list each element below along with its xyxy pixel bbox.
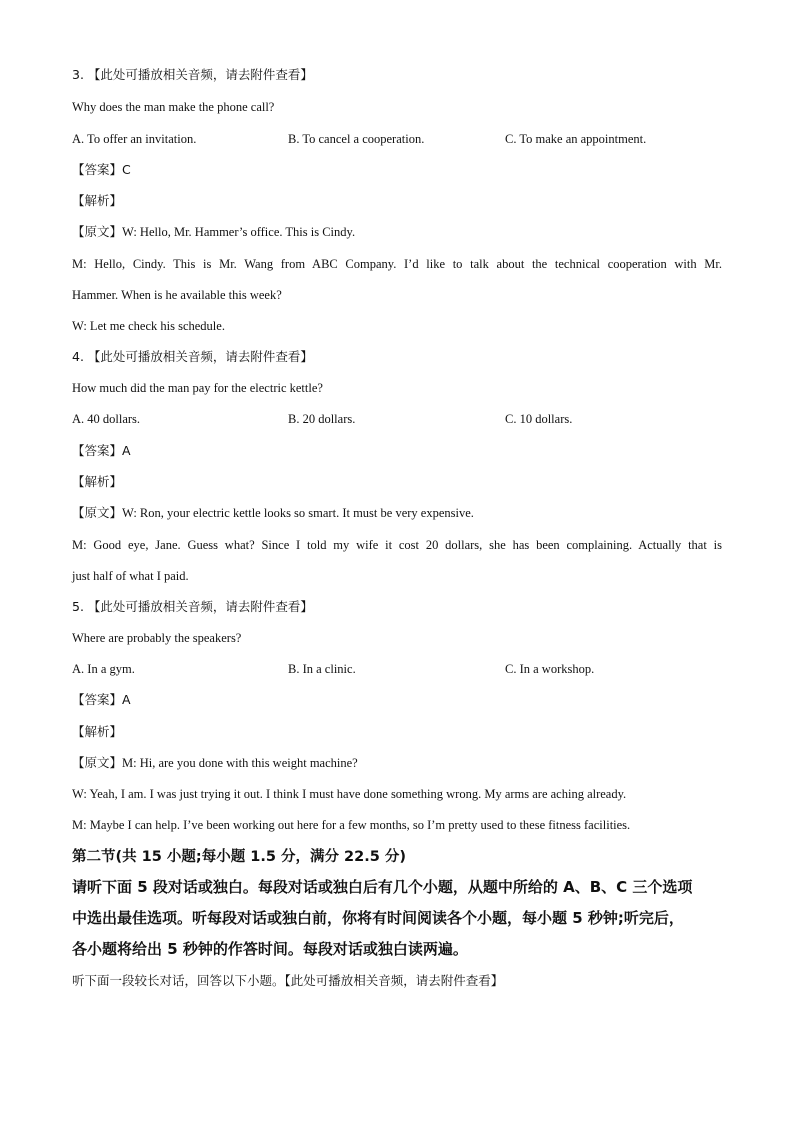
question-4-transcript-line: 【原文】W: Ron, your electric kettle looks so smart. It must be very expensive. bbox=[72, 506, 474, 520]
question-3-transcript-line: M: Hello, Cindy. This is Mr. Wang from ABC Company. I’d like to talk about the technical cooperation with Mr. bbox=[72, 257, 722, 271]
question-3-heading: 3. 【此处可播放相关音频，请去附件查看】 bbox=[72, 67, 313, 82]
question-5-text: Where are probably the speakers? bbox=[72, 631, 242, 645]
question-5-option-b: B. In a clinic. bbox=[288, 662, 356, 676]
question-3-option-a: A. To offer an invitation. bbox=[72, 132, 197, 146]
question-5-option-a: A. In a gym. bbox=[72, 662, 135, 676]
question-3-analysis: 【解析】 bbox=[72, 193, 123, 208]
question-4-heading: 4. 【此处可播放相关音频，请去附件查看】 bbox=[72, 349, 313, 364]
section-2-instructions-line: 各小题将给出 5 秒钟的作答时间。每段对话或独白读两遍。 bbox=[72, 940, 468, 958]
section-2-title: 第二节(共 15 小题;每小题 1.5 分，满分 22.5 分) bbox=[72, 849, 406, 865]
question-4-option-c: C. 10 dollars. bbox=[505, 412, 573, 426]
question-5-heading: 5. 【此处可播放相关音频，请去附件查看】 bbox=[72, 599, 313, 614]
question-5-transcript-line: 【原文】M: Hi, are you done with this weight machine? bbox=[72, 756, 358, 770]
question-5-option-c: C. In a workshop. bbox=[505, 662, 595, 676]
question-3-transcript-line: W: Let me check his schedule. bbox=[72, 319, 225, 333]
question-5-transcript-line: W: Yeah, I am. I was just trying it out. I think I must have done something wrong. My arms are aching already. bbox=[72, 787, 627, 801]
question-3-option-b: B. To cancel a cooperation. bbox=[288, 132, 425, 146]
question-4-transcript-line: just half of what I paid. bbox=[72, 569, 189, 583]
section-2-instructions-line: 请听下面 5 段对话或独白。每段对话或独白后有几个小题，从题中所给的 A、B、C 三个选项 bbox=[72, 878, 693, 896]
question-5-analysis: 【解析】 bbox=[72, 724, 123, 739]
question-5-answer: 【答案】A bbox=[72, 692, 131, 707]
question-3-answer: 【答案】C bbox=[72, 162, 131, 177]
question-4-analysis: 【解析】 bbox=[72, 474, 123, 489]
question-4-option-a: A. 40 dollars. bbox=[72, 412, 141, 426]
section-2-intro: 听下面一段较长对话，回答以下小题。【此处可播放相关音频，请去附件查看】 bbox=[72, 973, 504, 988]
question-3-transcript-line: Hammer. When is he available this week? bbox=[72, 288, 282, 302]
section-2-instructions-line: 中选出最佳选项。听每段对话或独白前，你将有时间阅读各个小题，每小题 5 秒钟;听完后， bbox=[72, 909, 684, 927]
question-4-text: How much did the man pay for the electric kettle? bbox=[72, 381, 323, 395]
question-4-option-b: B. 20 dollars. bbox=[288, 412, 356, 426]
question-4-answer: 【答案】A bbox=[72, 443, 131, 458]
question-5-transcript-line: M: Maybe I can help. I’ve been working out here for a few months, so I’m pretty used to these fitness facilities. bbox=[72, 818, 631, 832]
question-3-text: Why does the man make the phone call? bbox=[72, 100, 275, 114]
question-3-option-c: C. To make an appointment. bbox=[505, 132, 647, 146]
question-3-transcript-line: 【原文】W: Hello, Mr. Hammer’s office. This is Cindy. bbox=[72, 225, 356, 239]
question-4-transcript-line: M: Good eye, Jane. Guess what? Since I told my wife it cost 20 dollars, she has been complaining. Actually that is bbox=[72, 538, 722, 552]
